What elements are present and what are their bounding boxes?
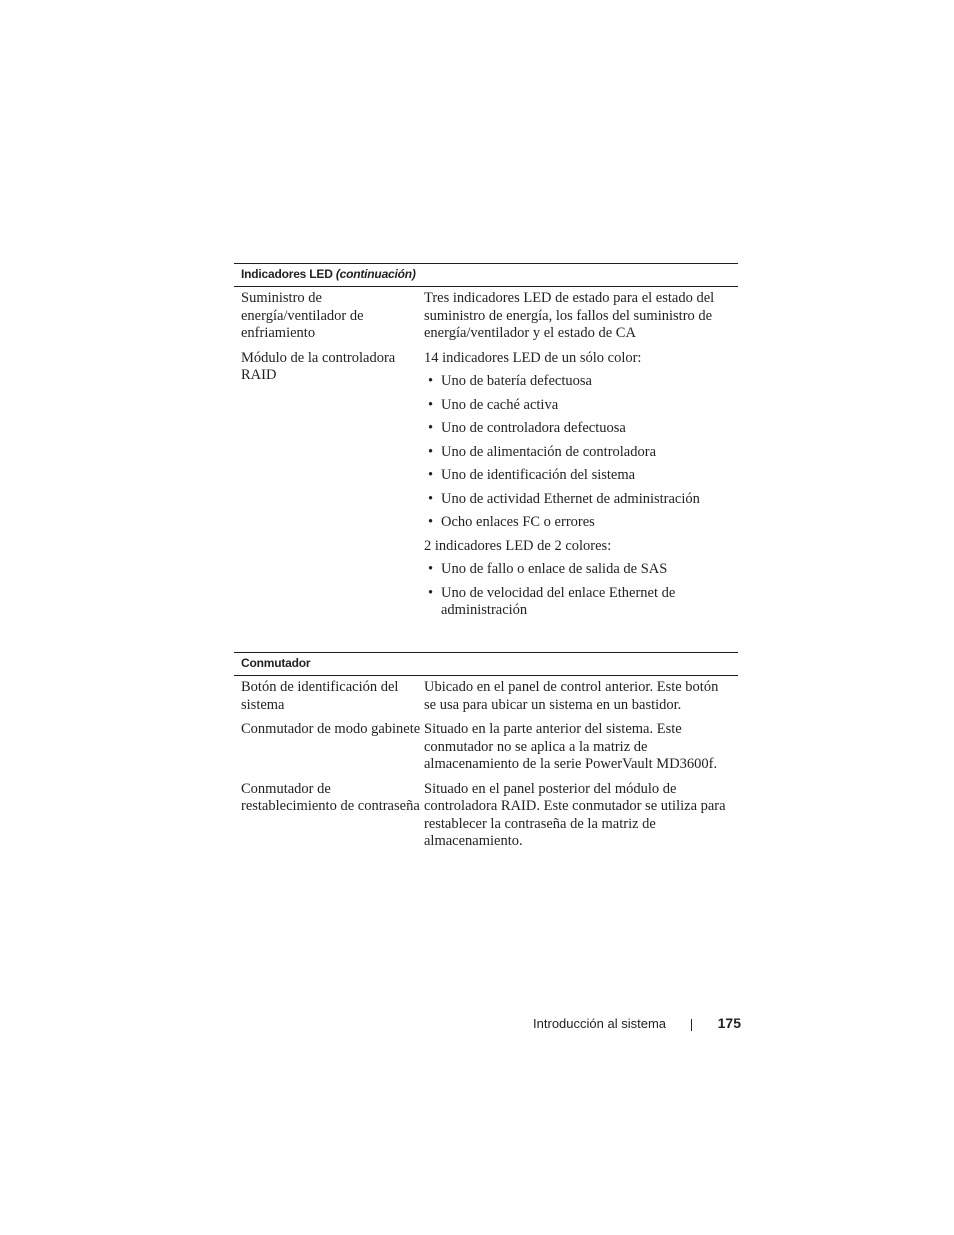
label-line: Conmutador de modo gabinete bbox=[241, 721, 421, 737]
table-row-power-fan bbox=[234, 290, 738, 343]
desc-line: Ubicado en el panel de control anterior. Este botón bbox=[424, 679, 719, 695]
desc-line: restablecer la contraseña de la matriz de bbox=[424, 815, 656, 832]
bicolor-led-intro: 2 indicadores LED de 2 colores: bbox=[424, 537, 612, 554]
table-row-id-button bbox=[234, 679, 738, 714]
footer-section-title: Introducción al sistema bbox=[533, 1016, 666, 1031]
label-line: RAID bbox=[241, 367, 277, 383]
list-item: • Uno de identificación del sistema bbox=[424, 467, 738, 485]
led-heading-continuation: (continuación) bbox=[335, 267, 416, 281]
list-item: • Uno de actividad Ethernet de administración bbox=[424, 491, 738, 509]
switch-heading-text: Conmutador bbox=[241, 656, 311, 670]
desc-line: se usa para ubicar un sistema en un bastidor. bbox=[424, 696, 682, 713]
row-label bbox=[234, 679, 423, 714]
desc-line: Situado en la parte anterior del sistema. Este bbox=[424, 721, 682, 737]
list-item: • Ocho enlaces FC o errores bbox=[424, 514, 738, 532]
label-line: Suministro de bbox=[241, 290, 322, 306]
label-line: enfriamiento bbox=[241, 325, 316, 341]
row-description bbox=[423, 781, 738, 851]
row-description bbox=[423, 721, 738, 774]
led-table-heading bbox=[234, 263, 738, 287]
label-line: sistema bbox=[241, 696, 285, 713]
row-label bbox=[234, 350, 423, 620]
label-line: Botón de identificación del bbox=[241, 679, 399, 695]
desc-line: energía/ventilador y el estado de CA bbox=[424, 325, 636, 341]
list-item: • Uno de controladora defectuosa bbox=[424, 420, 738, 438]
list-item: • Uno de fallo o enlace de salida de SAS bbox=[424, 561, 738, 579]
row-label bbox=[234, 721, 423, 774]
desc-line: suministro de energía, los fallos del suministro de bbox=[424, 307, 713, 324]
label-line: Conmutador de bbox=[241, 780, 331, 797]
list-item-line: administración bbox=[441, 602, 528, 618]
list-item-line: • Uno de velocidad del enlace Ethernet de bbox=[441, 584, 676, 601]
row-label bbox=[234, 781, 423, 851]
row-label bbox=[234, 290, 423, 343]
bicolor-led-list bbox=[424, 561, 738, 620]
label-line: energía/ventilador de bbox=[241, 307, 364, 324]
page-number: 175 bbox=[717, 1015, 741, 1031]
row-description bbox=[423, 679, 738, 714]
desc-line: almacenamiento. bbox=[424, 833, 523, 849]
desc-line: Situado en el panel posterior del módulo de bbox=[424, 780, 677, 797]
page-footer bbox=[500, 1014, 740, 1034]
desc-line: controladora RAID. Este conmutador se utiliza para bbox=[424, 798, 726, 814]
desc-line: conmutador no se aplica a la matriz de bbox=[424, 738, 648, 755]
switch-table-heading bbox=[234, 652, 738, 676]
row-description bbox=[423, 350, 738, 620]
list-item bbox=[424, 585, 738, 620]
single-color-led-list bbox=[424, 373, 738, 532]
row-description bbox=[423, 290, 738, 343]
desc-line: almacenamiento de la serie PowerVault MD3600f. bbox=[424, 756, 718, 772]
list-item: • Uno de alimentación de controladora bbox=[424, 444, 738, 462]
desc-line: Tres indicadores LED de estado para el estado del bbox=[424, 290, 715, 306]
single-color-led-intro: 14 indicadores LED de un sólo color: bbox=[424, 349, 642, 366]
list-item: • Uno de batería defectuosa bbox=[424, 373, 738, 391]
table-row-raid-controller bbox=[234, 350, 738, 620]
switch-table bbox=[234, 652, 738, 851]
led-heading-text: Indicadores LED bbox=[241, 267, 333, 281]
table-row-password-reset bbox=[234, 781, 738, 851]
led-indicators-table bbox=[234, 263, 738, 620]
footer-separator bbox=[691, 1019, 692, 1031]
table-row-enclosure-mode bbox=[234, 721, 738, 774]
list-item: • Uno de caché activa bbox=[424, 397, 738, 415]
label-line: Módulo de la controladora bbox=[241, 349, 396, 366]
label-line: restablecimiento de contraseña bbox=[241, 798, 420, 814]
